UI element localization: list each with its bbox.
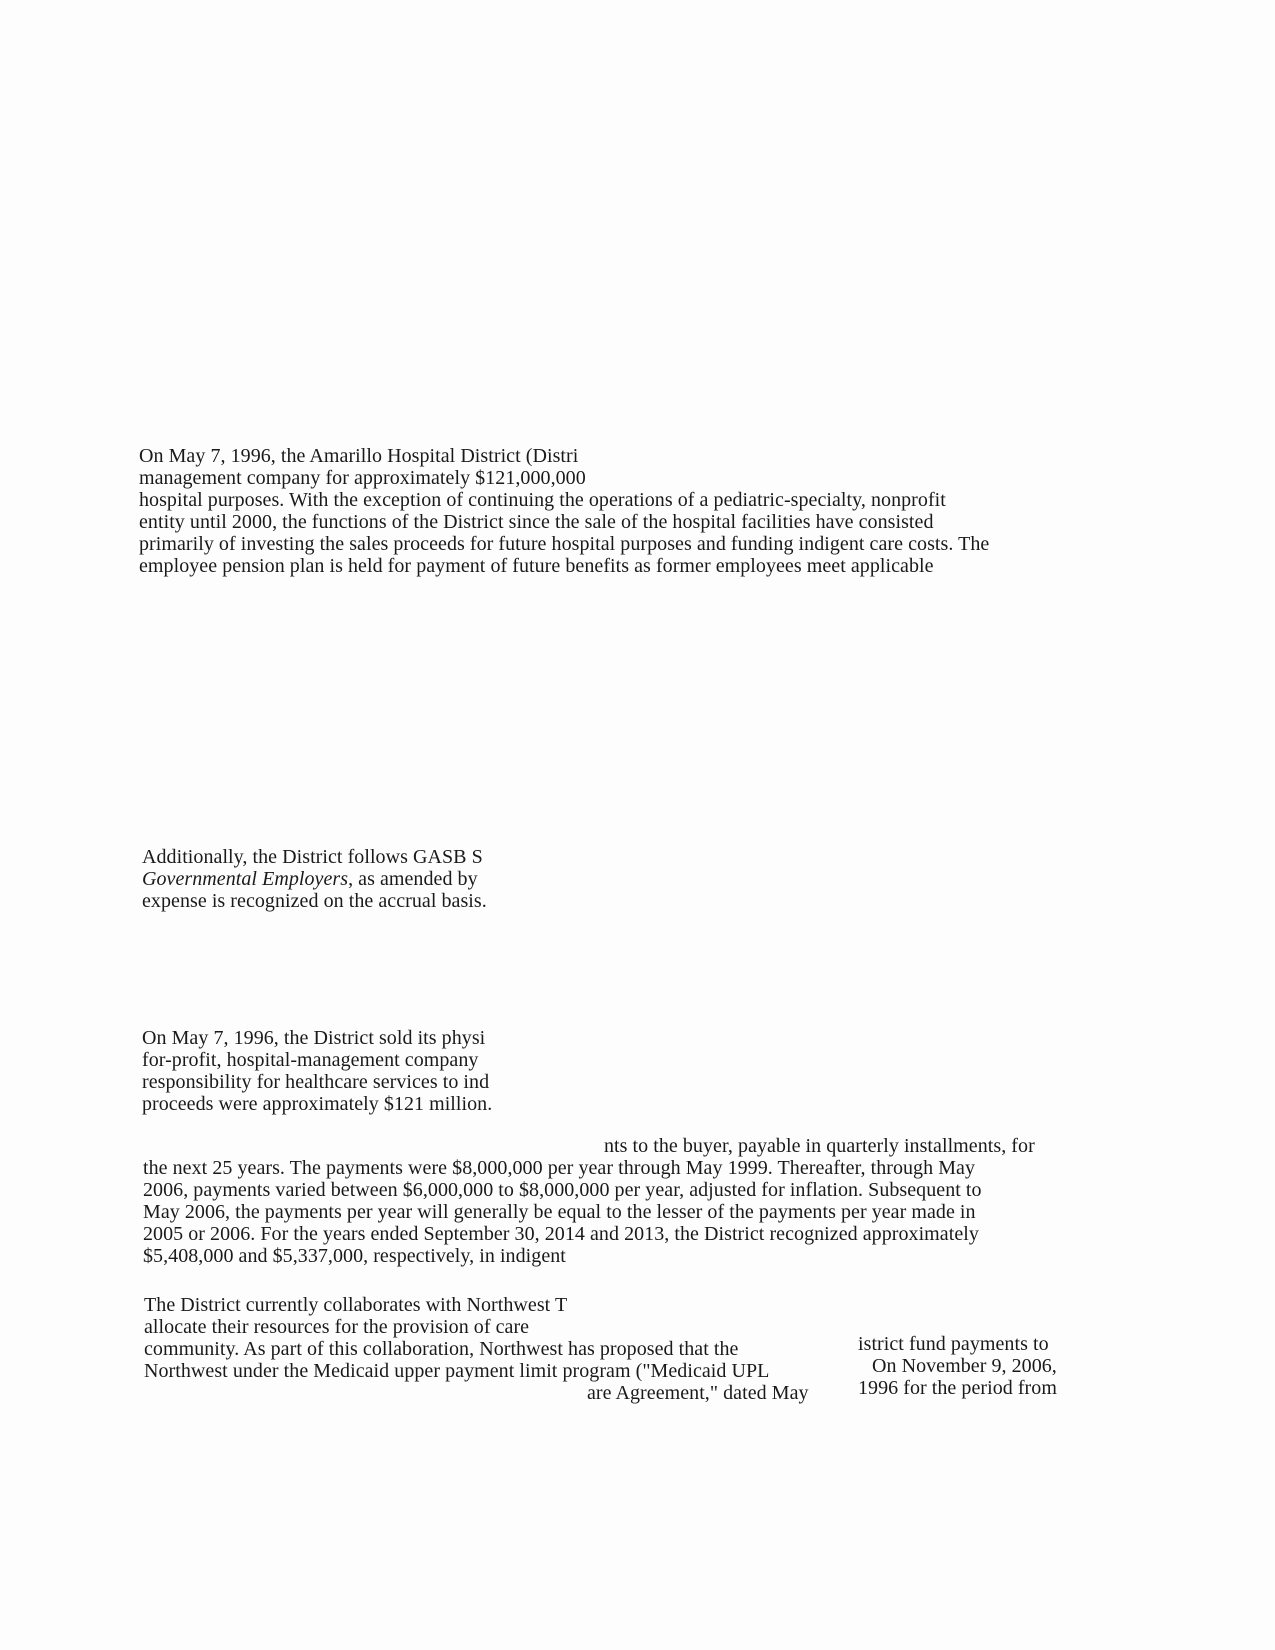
p5-line-4-left: Northwest under the Medicaid upper payment limit program ("Medicaid UPL [144,1360,770,1382]
p3-line-2: for-profit, hospital-management company [142,1049,479,1071]
p2-italic-title: Governmental Employers [142,868,349,890]
p5-line-3-left: community. As part of this collaboration, Northwest has proposed that the [144,1338,739,1360]
p3-line-1: On May 7, 1996, the District sold its physi [142,1027,486,1049]
p5-line-4-right: On November 9, 2006, [872,1355,1057,1377]
p1-line-4: entity until 2000, the functions of the District since the sale of the hospital facilities have consisted [139,511,934,533]
p4-line-1: nts to the buyer, payable in quarterly installments, for [604,1135,1035,1157]
p1-line-1: On May 7, 1996, the Amarillo Hospital District (Distri [139,445,579,467]
p5-line-5-right: 1996 for the period from [858,1377,1057,1399]
p4-line-5: 2005 or 2006. For the years ended September 30, 2014 and 2013, the District recognized approximately [143,1223,979,1245]
p5-line-2: allocate their resources for the provision of care [144,1316,530,1338]
p2-line-1: Additionally, the District follows GASB S [142,846,483,868]
p5-line-3-right: istrict fund payments to [858,1333,1049,1355]
p3-line-3: responsibility for healthcare services to ind [142,1071,490,1093]
p1-line-6: employee pension plan is held for payment of future benefits as former employees meet applicable [139,555,934,577]
p2-line-3: expense is recognized on the accrual basis. [142,890,487,912]
p1-line-5: primarily of investing the sales proceeds for future hospital purposes and funding indigent care costs. The [139,533,990,555]
p1-line-2: management company for approximately $121,000,000 [139,467,586,489]
p1-line-3: hospital purposes. With the exception of continuing the operations of a pediatric-specialty, nonprofit [139,489,946,511]
p2-line-2 [142,868,478,891]
p4-line-2: the next 25 years. The payments were $8,000,000 per year through May 1999. Thereafter, through May [143,1157,976,1179]
p4-line-3: 2006, payments varied between $6,000,000 to $8,000,000 per year, adjusted for inflation. Subsequent to [143,1179,982,1201]
p5-line-1: The District currently collaborates with Northwest T [144,1294,568,1316]
p4-line-4: May 2006, the payments per year will generally be equal to the lesser of the payments per year made in [143,1201,976,1223]
p2-line-2-rest: , as amended by [348,868,478,890]
p4-line-6: $5,408,000 and $5,337,000, respectively, in indigent [143,1245,566,1267]
p5-line-5-left: are Agreement," dated May [587,1382,809,1404]
p3-line-4: proceeds were approximately $121 million. [142,1093,493,1115]
